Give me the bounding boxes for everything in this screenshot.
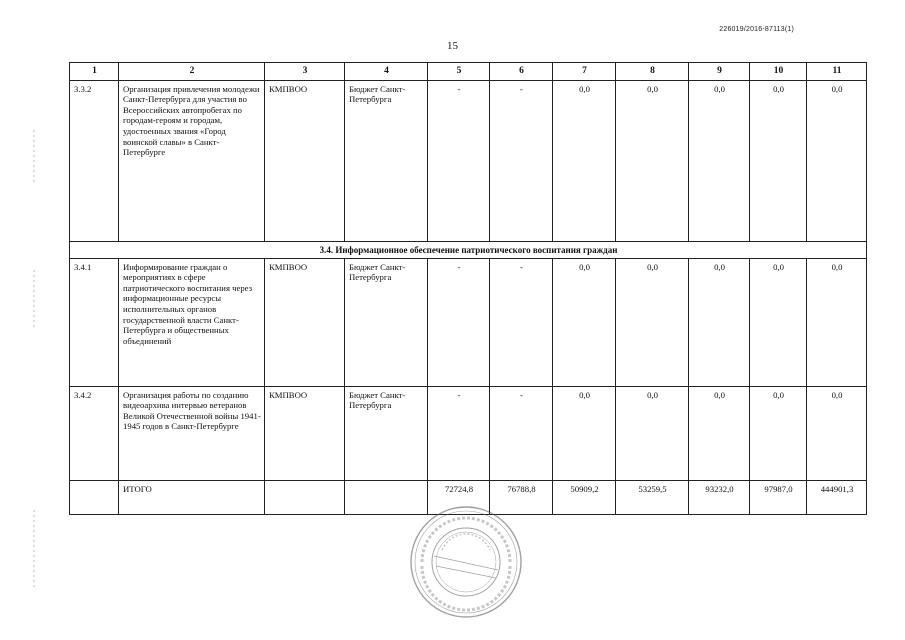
value-col-8: 0,0	[616, 80, 689, 241]
value-col-11: 0,0	[807, 258, 867, 386]
item-source: Бюджет Санкт-Петербурга	[345, 80, 428, 241]
total-col-10: 97987,0	[750, 480, 807, 514]
value-col-5: -	[428, 258, 490, 386]
table-row-3-3-2	[70, 80, 867, 241]
item-executor: КМПВОО	[265, 258, 345, 386]
value-col-7: 0,0	[553, 258, 616, 386]
value-col-8: 0,0	[616, 386, 689, 480]
column-header: 8	[616, 63, 689, 81]
total-col-9: 93232,0	[689, 480, 750, 514]
item-name: Информирование граждан о мероприятиях в сфере патриотического воспитания через информационные ресурсы исполнительных органов государственной власти Санкт-Петербурга и общественных объединений	[119, 258, 265, 386]
total-col-11: 444901,3	[807, 480, 867, 514]
official-seal-stamp	[408, 504, 524, 620]
total-label: ИТОГО	[119, 480, 265, 514]
item-source: Бюджет Санкт-Петербурга	[345, 386, 428, 480]
item-code: 3.3.2	[70, 80, 119, 241]
section-title: 3.4. Информационное обеспечение патриотического воспитания граждан	[70, 241, 867, 258]
value-col-9: 0,0	[689, 386, 750, 480]
table-row-3-4-2	[70, 386, 867, 480]
column-header: 10	[750, 63, 807, 81]
value-col-10: 0,0	[750, 386, 807, 480]
value-col-7: 0,0	[553, 386, 616, 480]
budget-table	[69, 62, 867, 515]
column-header: 2	[119, 63, 265, 81]
value-col-10: 0,0	[750, 80, 807, 241]
column-header: 9	[689, 63, 750, 81]
value-col-5: -	[428, 386, 490, 480]
item-code: 3.4.2	[70, 386, 119, 480]
column-header: 7	[553, 63, 616, 81]
item-executor: КМПВОО	[265, 80, 345, 241]
value-col-5: -	[428, 80, 490, 241]
value-col-7: 0,0	[553, 80, 616, 241]
column-header: 5	[428, 63, 490, 81]
value-col-10: 0,0	[750, 258, 807, 386]
value-col-8: 0,0	[616, 258, 689, 386]
column-header: 6	[490, 63, 553, 81]
column-header: 4	[345, 63, 428, 81]
column-header: 3	[265, 63, 345, 81]
value-col-9: 0,0	[689, 80, 750, 241]
total-col-5: 72724,8	[428, 480, 490, 514]
item-executor	[265, 480, 345, 514]
value-col-11: 0,0	[807, 80, 867, 241]
value-col-6: -	[490, 258, 553, 386]
value-col-11: 0,0	[807, 386, 867, 480]
item-code: 3.4.1	[70, 258, 119, 386]
document-id: 226019/2016-87113(1)	[719, 26, 794, 33]
table-row-3-4-1	[70, 258, 867, 386]
column-header: 11	[807, 63, 867, 81]
item-name: Организация привлечения молодежи Санкт-Петербурга для участия во Всероссийских автопробегах по городам-героям и городам, удостоенных звания «Город воинской славы» в Санкт-Петербурге	[119, 80, 265, 241]
item-executor: КМПВОО	[265, 386, 345, 480]
total-col-6: 76788,8	[490, 480, 553, 514]
section-row-3-4	[70, 241, 867, 258]
value-col-6: -	[490, 80, 553, 241]
left-margin-scan-marks	[33, 0, 35, 640]
value-col-9: 0,0	[689, 258, 750, 386]
item-source: Бюджет Санкт-Петербурга	[345, 258, 428, 386]
column-number-row	[70, 63, 867, 81]
item-code	[70, 480, 119, 514]
value-col-6: -	[490, 386, 553, 480]
total-col-7: 50909,2	[553, 480, 616, 514]
total-col-8: 53259,5	[616, 480, 689, 514]
item-name: Организация работы по созданию видеоархива интервью ветеранов Великой Отечественной войны 1941-1945 годов в Санкт-Петербурге	[119, 386, 265, 480]
page-number: 15	[447, 40, 458, 52]
column-header: 1	[70, 63, 119, 81]
